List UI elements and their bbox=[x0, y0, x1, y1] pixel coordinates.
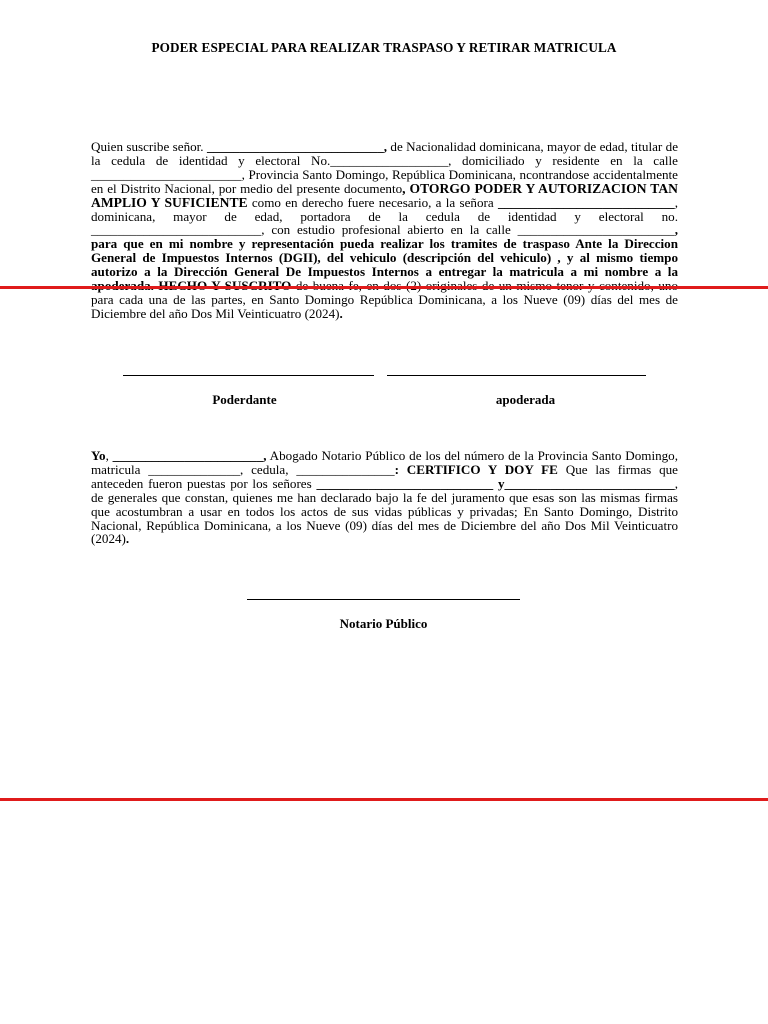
bold-segment: : CERTIFICO Y DOY FE bbox=[394, 461, 558, 477]
notary-label: Notario Público bbox=[339, 616, 428, 631]
page-break-marker bbox=[0, 286, 768, 289]
signature-line-poderdante bbox=[123, 375, 374, 376]
document-title: PODER ESPECIAL PARA REALIZAR TRASPASO Y RETIRAR MATRICULA bbox=[151, 40, 617, 55]
text-segment: , dominicana, mayor de edad, portadora de la cedula de identidad y electoral no. __________________________, con estudio profesional abierto en la calle ________________________ bbox=[91, 194, 678, 238]
page-break-marker bbox=[0, 798, 768, 801]
bold-segment: Yo bbox=[91, 448, 106, 463]
notary-certification-paragraph bbox=[91, 449, 678, 546]
signature-line-apoderada bbox=[387, 375, 646, 376]
bold-segment: . bbox=[125, 531, 130, 547]
bold-segment: _______________________, bbox=[112, 448, 267, 463]
text-segment: como en derecho fuere necesario, a la señora bbox=[247, 194, 498, 210]
text-segment: Quien suscribe señor. bbox=[91, 139, 207, 154]
text-segment: de Nacionalidad dominicana, mayor de edad, titular de la cedula de identidad y electoral No.__________________, domiciliado y residente en la calle _______________________, Provincia Santo Domingo, República Dominicana, ncontrandose accidentalmente en el Distrito Nacional, por medio del presente documento bbox=[91, 139, 679, 196]
text-segment: para cada una de las partes, en Santo Domingo República Dominicana, a los Nueve (09) días del mes de Diciembre del año Dos Mil Veinticuatro (2024) bbox=[91, 291, 678, 321]
bold-segment: , OTORGO PODER Y AUTORIZACION TAN AMPLIO Y SUFICIENTE bbox=[91, 180, 678, 210]
signature-line-notary bbox=[247, 599, 520, 600]
text-segment: , de generales que constan, quienes me han declarado bajo la fe del juramento que esas son las mismas firmas que acostumbran a usar en todos los actos de sus vidas públicas y privadas; En Santo Domingo, Distrito Nacional, República Dominicana, a los Nueve (09) días del mes de Diciembre del año Dos Mil Veinticuatro (2024) bbox=[91, 475, 678, 547]
power-of-attorney-paragraph bbox=[91, 140, 678, 321]
text-segment: Abogado Notario Público de los del número de la Provincia Santo Domingo, matricula ______________, cedula, _______________ bbox=[91, 448, 678, 477]
text-segment: , bbox=[105, 448, 113, 463]
bold-segment: . bbox=[339, 305, 343, 321]
text-segment: Que las firmas que anteceden fueron puestas por los señores bbox=[91, 461, 678, 491]
signature-label-poderdante: Poderdante bbox=[212, 392, 277, 407]
bold-segment: ___________________________, bbox=[206, 139, 388, 154]
bold-segment: ___________________________ bbox=[497, 194, 675, 210]
bold-segment: ___________________________ y__________________________ bbox=[316, 475, 675, 491]
bold-segment: , para que en mi nombre y representación pueda realizar los tramites de traspaso Ante la Direccion General de Impuestos Internos (DGII), del vehiculo (descripción del vehiculo) , y al mismo tiempo autorizo a la Dirección General De Impuestos Internos a entregar la matricula a mi nombre a la bbox=[91, 222, 678, 280]
signature-label-apoderada: apoderada bbox=[495, 392, 556, 407]
